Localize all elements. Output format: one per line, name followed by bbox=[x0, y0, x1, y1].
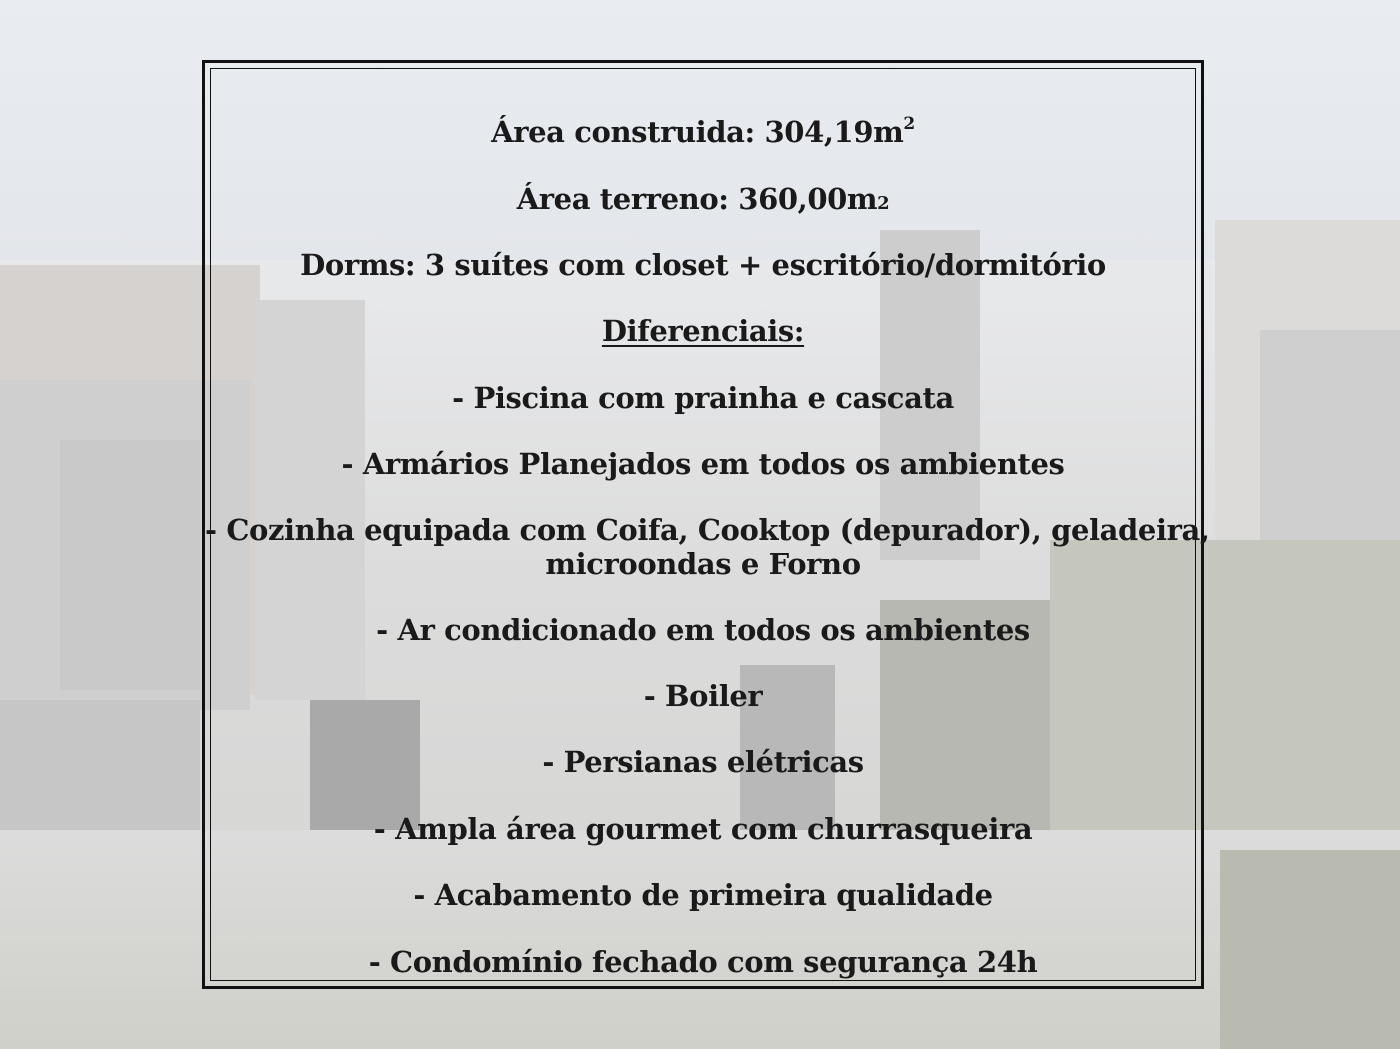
list-item: - Boiler bbox=[643, 679, 763, 713]
list-item-continuation: microondas e Forno bbox=[545, 547, 861, 581]
area-terreno-text: Área terreno: 360,00m bbox=[516, 182, 878, 216]
dorms-line: Dorms: 3 suítes com closet + escritório/dormitório bbox=[300, 248, 1106, 282]
area-terreno-suffix: 2 bbox=[877, 193, 890, 214]
list-item: - Ampla área gourmet com churrasqueira bbox=[373, 812, 1033, 846]
area-terreno-line bbox=[205, 182, 1201, 221]
list-item: - Acabamento de primeira qualidade bbox=[413, 878, 993, 912]
double-border-frame bbox=[202, 60, 1210, 989]
area-construida-line bbox=[205, 115, 1201, 149]
list-item: - Persianas elétricas bbox=[542, 745, 864, 779]
list-item: - Piscina com prainha e cascata bbox=[452, 381, 954, 415]
list-item: - Armários Planejados em todos os ambientes bbox=[341, 447, 1065, 481]
area-construida-sup: 2 bbox=[903, 114, 915, 134]
list-item: - Cozinha equipada com Coifa, Cooktop (depurador), geladeira, bbox=[205, 513, 1210, 547]
list-item: - Condomínio fechado com segurança 24h bbox=[368, 945, 1038, 979]
area-construida-text: Área construida: 304,19m bbox=[491, 115, 904, 149]
list-item: - Ar condicionado em todos os ambientes bbox=[376, 613, 1030, 647]
diferenciais-heading: Diferenciais: bbox=[601, 314, 805, 348]
